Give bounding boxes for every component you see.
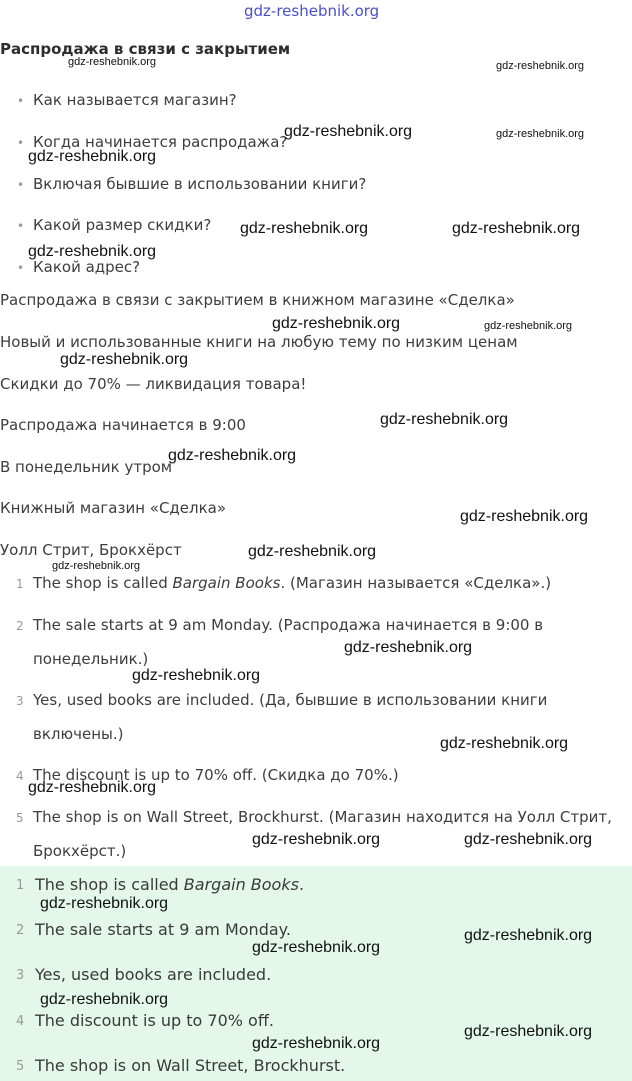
page-heading: Распродажа в связи с закрытием [0,40,291,58]
ad-line: Распродажа начинается в 9:00 [0,416,246,434]
watermark: gdz-reshebnik.org [484,320,573,332]
answer-item-cont: Брокхёрст.) [33,842,127,860]
ad-line: Книжный магазин «Сделка» [0,499,227,517]
ad-line: Распродажа в связи с закрытием в книжном магазине «Сделка» [0,291,515,309]
answer-item: The sale starts at 9 am Monday. [35,920,291,939]
watermark: gdz-reshebnik.org [272,315,401,332]
ad-line: Новый и использованные книги на любую тему по низким ценам [0,333,518,351]
answer-number: 5 [16,1059,25,1074]
answer-item: The discount is up to 70% off. (Скидка до 70%.) [33,766,399,784]
ad-line: Уолл Стрит, Брокхёрст [0,541,182,559]
watermark: gdz-reshebnik.org [28,148,157,165]
answer-item: The shop is on Wall Street, Brockhurst. [35,1056,346,1075]
watermark: gdz-reshebnik.org [252,939,381,956]
answer-number: 3 [16,694,24,708]
watermark: gdz-reshebnik.org [168,447,297,464]
answer-item: The shop is called Bargain Books. [35,875,305,894]
answer-number: 1 [16,878,25,893]
watermark: gdz-reshebnik.org [240,220,369,237]
watermark: gdz-reshebnik.org [464,1023,593,1040]
watermark: gdz-reshebnik.org [440,735,569,752]
watermark: gdz-reshebnik.org [28,243,157,260]
watermark: gdz-reshebnik.org [132,667,261,684]
list-item: • Какой размер скидки? [17,216,212,234]
watermark: gdz-reshebnik.org [496,60,585,72]
answer-item: Yes, used books are included. [35,965,272,984]
answer-number: 4 [16,769,24,783]
answer-item: Yes, used books are included. (Да, бывшие в использовании книги [33,691,548,709]
watermark: gdz-reshebnik.org [464,831,593,848]
watermark: gdz-reshebnik.org [460,508,589,525]
watermark: gdz-reshebnik.org [496,128,585,140]
watermark: gdz-reshebnik.org [60,351,189,368]
watermark: gdz-reshebnik.org [344,639,473,656]
site-title[interactable]: gdz-reshebnik.org [244,2,380,20]
list-item: • Как называется магазин? [17,91,237,109]
ad-line: Скидки до 70% — ликвидация товара! [0,375,307,393]
answer-item: The shop is called Bargain Books. (Магазин называется «Сделка».) [33,574,552,592]
watermark: gdz-reshebnik.org [252,831,381,848]
answer-number: 3 [16,968,25,983]
list-item: • Включая бывшие в использовании книги? [17,175,367,193]
ad-line: В понедельник утром [0,458,173,476]
watermark: gdz-reshebnik.org [28,779,157,796]
watermark: gdz-reshebnik.org [40,895,169,912]
watermark: gdz-reshebnik.org [284,123,413,140]
answer-item: The discount is up to 70% off. [35,1011,274,1030]
answer-number: 2 [16,619,24,633]
list-item: • Какой адрес? [17,258,141,276]
watermark: gdz-reshebnik.org [52,560,141,572]
answer-item-cont: понедельник.) [33,650,149,668]
watermark: gdz-reshebnik.org [248,543,377,560]
watermark: gdz-reshebnik.org [40,991,169,1008]
answer-item: The shop is on Wall Street, Brockhurst. (Магазин находится на Уолл Стрит, [33,808,612,826]
watermark: gdz-reshebnik.org [68,56,157,68]
answer-item-cont: включены.) [33,725,124,743]
watermark: gdz-reshebnik.org [380,411,509,428]
answer-item: The sale starts at 9 am Monday. (Распродажа начинается в 9:00 в [33,616,544,634]
answer-number: 1 [16,577,24,591]
watermark: gdz-reshebnik.org [252,1035,381,1052]
watermark: gdz-reshebnik.org [464,927,593,944]
list-item: • Когда начинается распродажа? [17,133,288,151]
answer-number: 2 [16,923,25,938]
watermark: gdz-reshebnik.org [452,220,581,237]
answer-number: 5 [16,811,24,825]
answer-number: 4 [16,1014,25,1029]
